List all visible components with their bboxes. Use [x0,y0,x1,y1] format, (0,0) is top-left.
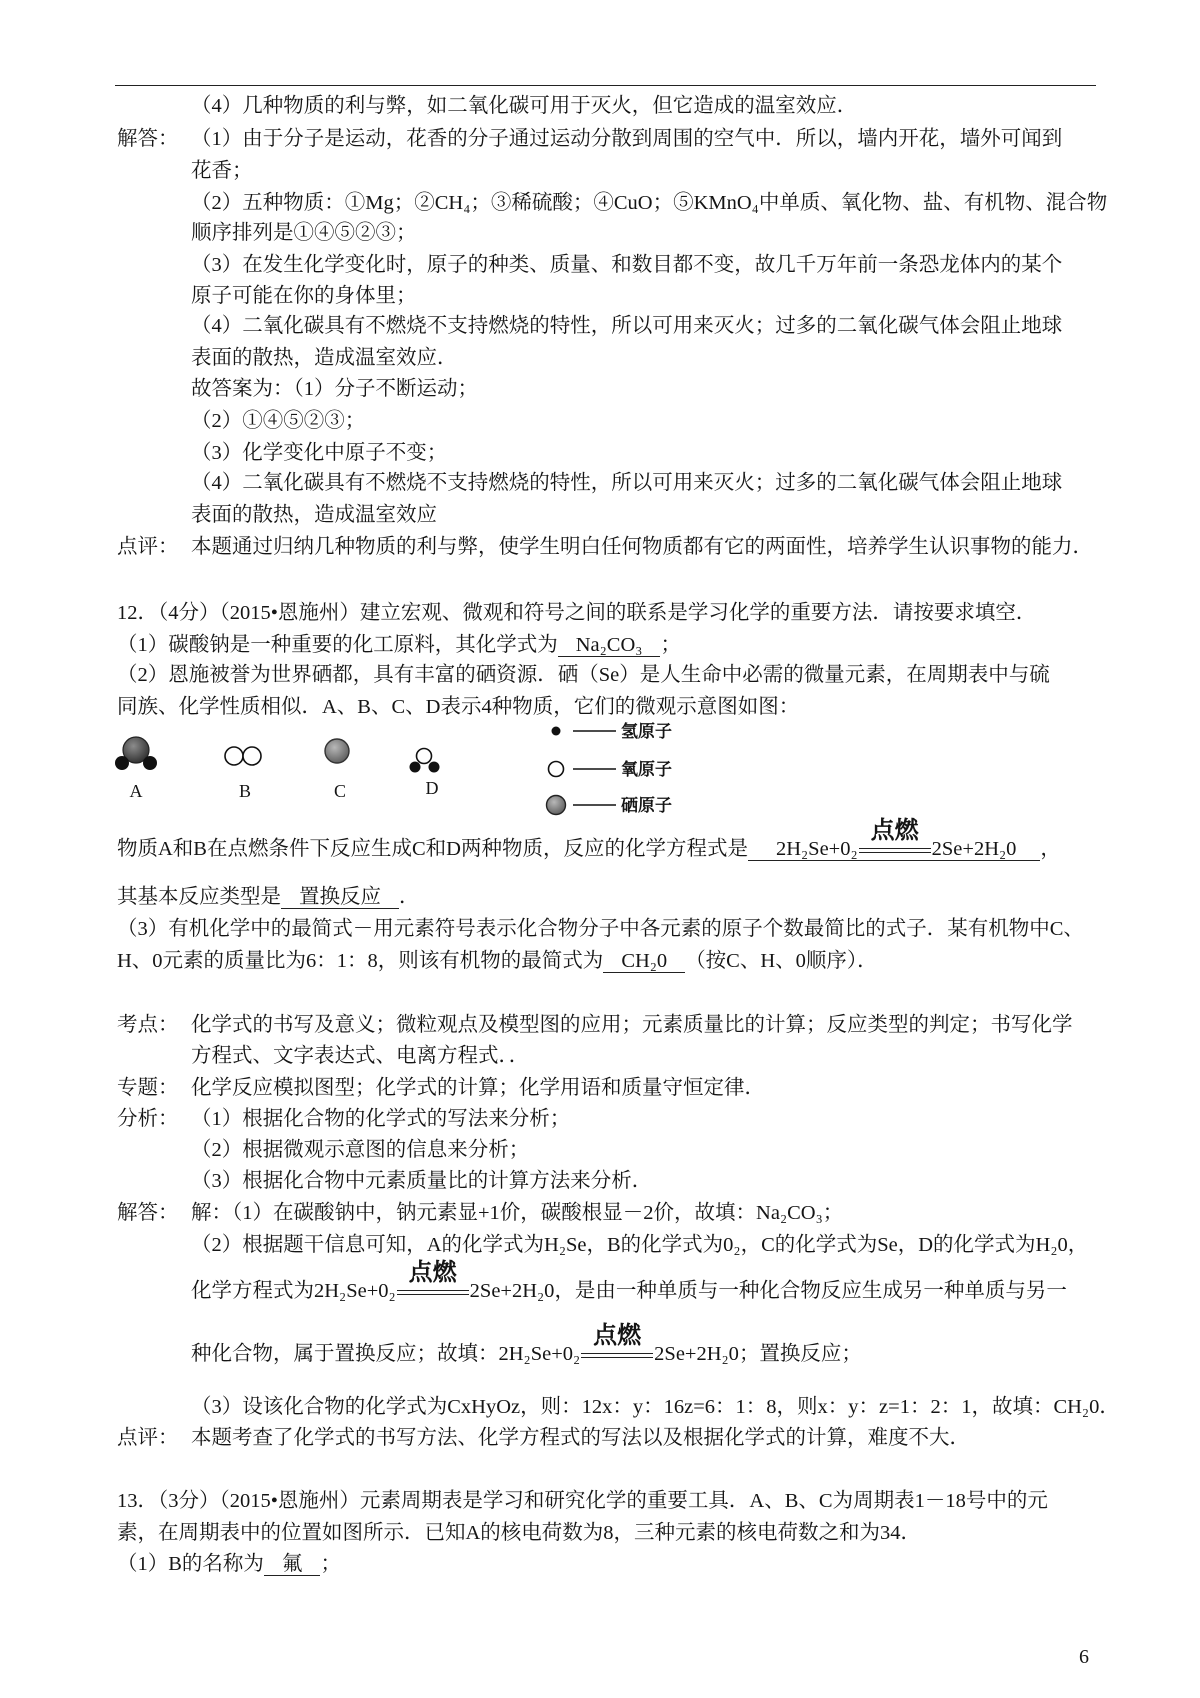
chemical-equation [314,1257,555,1304]
q12-reaction-type-text: 其基本反应类型是 [117,886,281,908]
dianping-label: 点评： [117,1427,179,1449]
hydrogen-atom [115,756,129,770]
equation-lhs: 2H₂Se+0₂ [498,1343,581,1365]
kaodian-line: 化学式的书写及意义；微粒观点及模型图的应用；元素质量比的计算；反应类型的判定；书写化学 [191,1014,1073,1036]
q12-part3-line: （3）有机化学中的最简式－用元素符号表示化合物分子中各元素的原子个数最简比的式子．某有机物中C、 [117,918,1084,940]
comment-text: 本题通过归纳几种物质的利与弊，使学生明白任何物质都有它的两面性，培养学生认识事物的能力． [191,536,1093,558]
molecule-d [410,749,440,773]
answer-line: （2）五种物质：①Mg；②CH₄；③稀硫酸；④CuO；⑤KMnO₄中单质、氧化物、盐、有机物、混合物 [191,192,1108,214]
answer-label: 解答： [117,128,179,150]
answer-line: （4）二氧化碳具有不燃烧不支持燃烧的特性，所以可用来灭火；过多的二氧化碳气体会阻止地球 [191,315,1063,337]
equation-lhs: 2H₂Se+0₂ [314,1280,396,1302]
label-d: D [425,778,439,798]
q12-equation-end: ， [1040,838,1061,860]
hydrogen-atom [143,756,157,770]
q13-part1 [117,1551,341,1577]
equation-rhs: 2Se+2H₂0 [654,1343,739,1365]
answer-line: （1）由于分子是运动，花香的分子通过运动分散到周围的空气中．所以，墙内开花，墙外可闻到 [191,128,1063,150]
q12-part1-text: （1）碳酸钠是一种重要的化工原料，其化学式为 [117,634,558,656]
legend-oxygen-label: 氧原子 [621,760,672,780]
oxygen-atom [225,747,243,765]
q12-equation-text: 物质A和B在点燃条件下反应生成C和D两种物质，反应的化学方程式是 [117,838,748,860]
answer-line: 原子可能在你的身体里； [191,285,417,307]
jieda-line4-post: ；置换反应； [738,1343,862,1365]
reaction-condition: 点燃 [408,1257,457,1286]
q12-equation-answer [748,815,1040,861]
fenxi-line: （3）根据化合物中元素质量比的计算方法来分析． [191,1170,653,1192]
hydrogen-atom [410,762,421,773]
jieda-line: 解：（1）在碳酸钠中，钠元素显+1价，碳酸根显－2价，故填：Na₂CO₃； [191,1202,844,1224]
legend-selenium-label: 硒原子 [621,796,672,816]
answer-line: （4）二氧化碳具有不燃烧不支持燃烧的特性，所以可用来灭火；过多的二氧化碳气体会阻止地球 [191,472,1063,494]
q13-part1-end: ； [320,1553,341,1575]
q12-part2-line: 同族、化学性质相似．A、B、C、D表示4种物质，它们的微观示意图如图： [117,696,800,718]
q13-part1-answer: 氟 [264,1554,321,1576]
answer-line: 表面的散热，造成温室效应 [191,504,437,526]
oxygen-legend-icon [549,762,564,777]
q12-part2-line: （2）恩施被誉为世界硒都，具有丰富的硒资源．硒（Se）是人生命中必需的微量元素，在周期表中与硫 [117,664,1050,686]
answer-line: （2）①④⑤②③； [191,410,366,432]
answer-line: 花香； [191,160,253,182]
molecule-figure [100,720,700,820]
answer-line: （3）化学变化中原子不变； [191,442,448,464]
q12-part3-end: （按C、H、0顺序）． [685,950,878,972]
q13-part1-text: （1）B的名称为 [117,1553,264,1575]
reaction-double-line [859,815,931,853]
q12-reaction-type-end: ． [399,886,420,908]
jieda-equation-line [191,1320,862,1367]
zhuanti-label: 专题： [117,1077,179,1099]
selenium-legend-icon [547,796,566,815]
label-a: A [129,781,143,801]
reaction-double-line [581,1320,653,1358]
reaction-condition: 点燃 [593,1320,642,1349]
oxygen-atom [243,747,261,765]
molecule-c [325,739,349,763]
kaodian-line: 方程式、文字表达式、电离方程式．． [191,1045,530,1067]
fenxi-line: （2）根据微观示意图的信息来分析； [191,1139,530,1161]
answer-line: （3）在发生化学变化时，原子的种类、质量、和数目都不变，故几千万年前一条恐龙体内的某个 [191,254,1063,276]
legend-hydrogen-label: 氢原子 [621,722,672,742]
jieda-line: （3）设该化合物的化学式为CxHyOz，则：12x：y：16z=6：1：8，则x：y：z=1：2：1，故填：CH₂0． [191,1396,1120,1418]
answer-line: 顺序排列是①④⑤②③； [191,222,417,244]
jieda-line3-post: ，是由一种单质与一种化合物反应生成另一种单质与另一 [554,1280,1067,1302]
hydrogen-atom [429,762,440,773]
label-b: B [238,781,252,801]
hydrogen-legend-icon [552,727,561,736]
equation-lhs: 2H₂Se+0₂ [775,838,858,860]
molecule-a [115,737,157,770]
q12-title: 12．（4分）（2015•恩施州）建立宏观、微观和符号之间的联系是学习化学的重要方法．请按要求填空． [117,602,1037,624]
jieda-equation-line [191,1257,1067,1304]
reaction-condition: 点燃 [870,815,919,844]
chemical-equation [775,815,1017,860]
q12-part3-text: H、0元素的质量比为6：1：8，则该有机物的最简式为 [117,950,604,972]
q12-reaction-type-answer: 置换反应 [281,887,399,909]
fenxi-line: （1）根据化合物的化学式的写法来分析； [191,1108,571,1130]
molecule-b [225,747,261,765]
q12-part3-answer: CH₂0 [603,951,685,973]
answer-line: 故答案为：（1）分子不断运动； [191,378,478,400]
page-number: 6 [1079,1646,1089,1668]
q12-reaction-type-line [117,884,420,910]
equation-rhs: 2Se+2H₂0 [469,1280,555,1302]
kaodian-label: 考点： [117,1014,179,1036]
chemical-equation [498,1320,739,1367]
jieda-line4-pre: 种化合物，属于置换反应；故填： [191,1343,499,1365]
q12-part1-answer: Na₂CO₃ [558,635,661,657]
q12-part1 [117,632,681,658]
answer-line: 表面的散热，造成温室效应． [191,347,458,369]
prev-part4-prompt: （4）几种物质的利与弊，如二氧化碳可用于灭火，但它造成的温室效应． [191,95,858,117]
oxygen-atom [417,749,432,764]
jieda-line3-pre: 化学方程式为 [191,1280,314,1302]
jieda-line: （2）根据题干信息可知，A的化学式为H₂Se，B的化学式为0₂，C的化学式为Se，D的化学式为H₂0， [191,1234,1089,1256]
header-rule [115,85,1096,86]
legend [547,721,673,816]
comment-label: 点评： [117,536,179,558]
q12-part3-answer-line [117,948,878,974]
label-c: C [333,781,347,801]
q13-title-line: 13．（3分）（2015•恩施州）元素周期表是学习和研究化学的重要工具．A、B、C为周期表1－18号中的元 [117,1490,1048,1512]
q12-part1-end: ； [660,634,681,656]
fenxi-label: 分析： [117,1108,179,1130]
q12-equation-line [117,815,1061,862]
reaction-double-line [397,1257,469,1295]
q13-title-line: 素，在周期表中的位置如图所示．已知A的核电荷数为8，三种元素的核电荷数之和为34． [117,1522,922,1544]
selenium-atom [325,739,349,763]
jieda-label: 解答： [117,1202,179,1224]
equation-rhs: 2Se+2H₂0 [931,838,1017,860]
dianping-text: 本题考查了化学式的书写方法、化学方程式的写法以及根据化学式的计算，难度不大． [191,1427,970,1449]
zhuanti-text: 化学反应模拟图型；化学式的计算；化学用语和质量守恒定律． [191,1077,765,1099]
